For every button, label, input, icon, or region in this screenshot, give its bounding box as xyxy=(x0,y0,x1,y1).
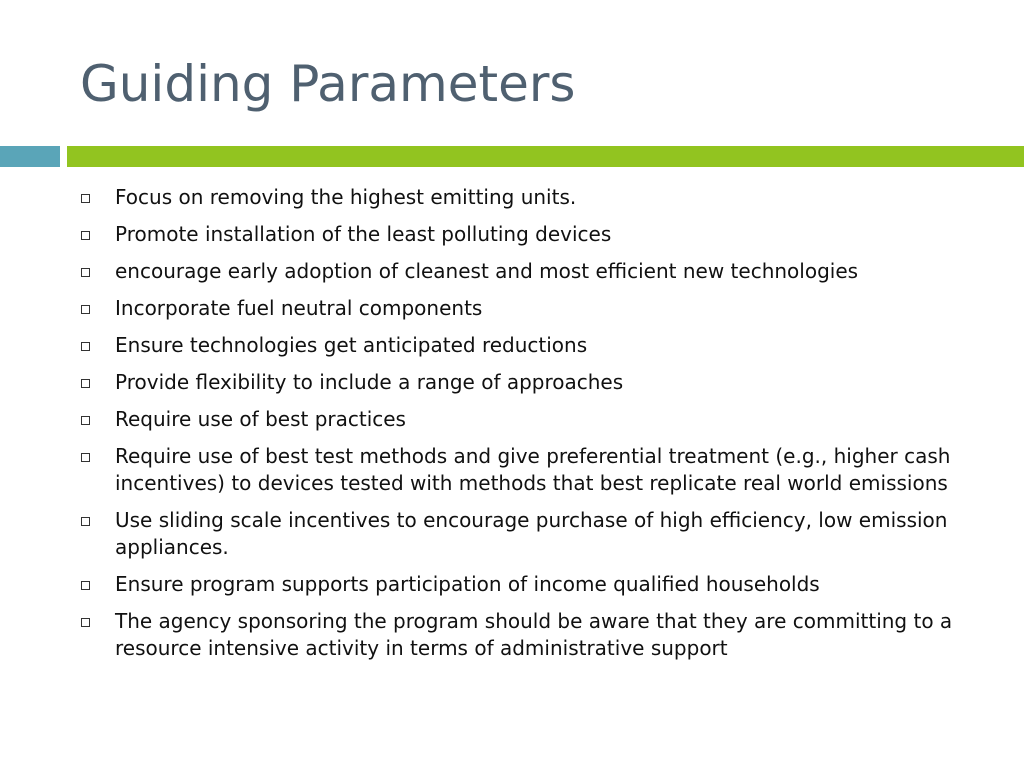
hollow-square-icon xyxy=(81,618,90,627)
bullet-text: Promote installation of the least polluting devices xyxy=(115,222,612,246)
bullet-text: The agency sponsoring the program should be aware that they are committing to a resource intensive activity in terms of administrative support xyxy=(115,609,953,660)
bullet-item xyxy=(78,443,1008,497)
bullet-item xyxy=(78,332,1008,359)
hollow-square-icon xyxy=(81,581,90,590)
hollow-square-icon xyxy=(81,517,90,526)
hollow-square-icon xyxy=(81,453,90,462)
bullet-item xyxy=(78,406,1008,433)
title-underline-green xyxy=(67,146,1024,167)
title-underline-teal xyxy=(0,146,60,167)
bullet-item xyxy=(78,571,1008,598)
bullet-text: Focus on removing the highest emitting units. xyxy=(115,185,577,209)
hollow-square-icon xyxy=(81,342,90,351)
hollow-square-icon xyxy=(81,416,90,425)
hollow-square-icon xyxy=(81,379,90,388)
bullet-text: Ensure technologies get anticipated reductions xyxy=(115,333,588,357)
bullet-text: Require use of best practices xyxy=(115,407,406,431)
bullet-text: Provide flexibility to include a range of approaches xyxy=(115,370,624,394)
bullet-item xyxy=(78,184,1008,211)
bullet-item xyxy=(78,258,1008,285)
bullet-item xyxy=(78,221,1008,248)
hollow-square-icon xyxy=(81,268,90,277)
bullet-text: encourage early adoption of cleanest and most efficient new technologies xyxy=(115,259,859,283)
bullet-item xyxy=(78,608,1008,662)
hollow-square-icon xyxy=(81,194,90,203)
slide-title: Guiding Parameters xyxy=(80,55,576,113)
bullet-text: Incorporate fuel neutral components xyxy=(115,296,483,320)
hollow-square-icon xyxy=(81,305,90,314)
bullet-text: Ensure program supports participation of income qualified households xyxy=(115,572,820,596)
bullet-list xyxy=(78,184,1008,672)
bullet-text: Require use of best test methods and give preferential treatment (e.g., higher cash incentives) to devices tested with methods that best replicate real world emissions xyxy=(115,444,951,495)
bullet-item xyxy=(78,507,1008,561)
bullet-text: Use sliding scale incentives to encourage purchase of high efficiency, low emission appliances. xyxy=(115,508,948,559)
hollow-square-icon xyxy=(81,231,90,240)
bullet-item xyxy=(78,295,1008,322)
bullet-item xyxy=(78,369,1008,396)
